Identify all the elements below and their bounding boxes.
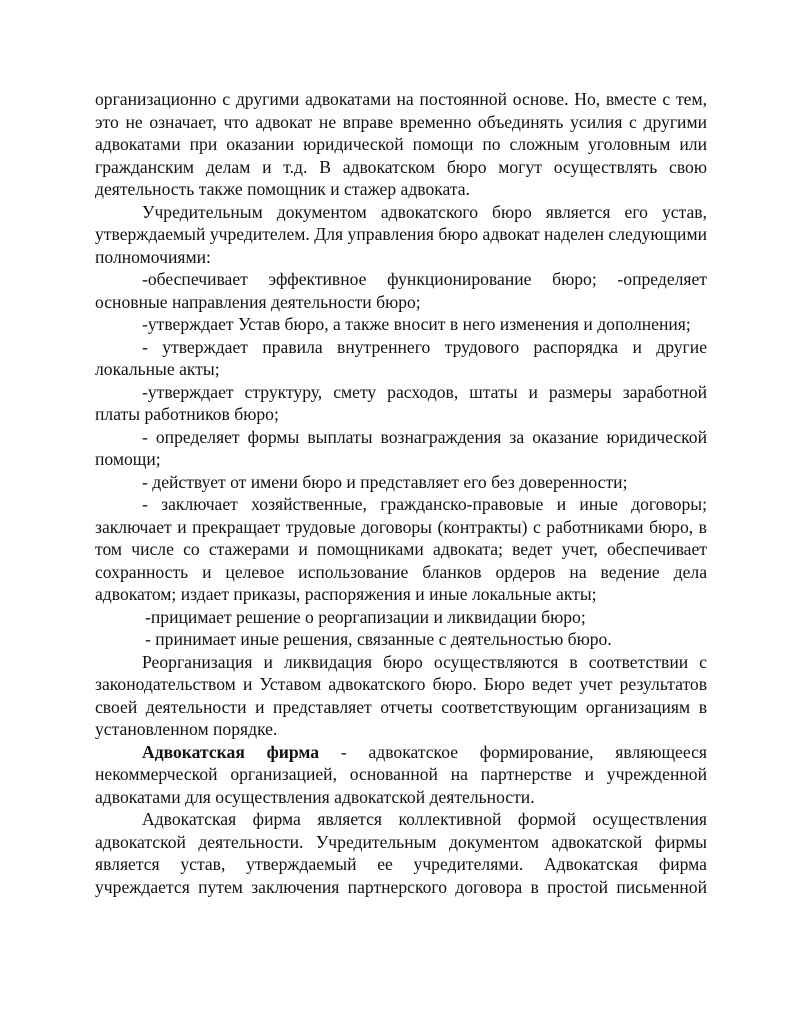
bold-term: Адвокатская фирма (142, 741, 320, 762)
paragraph-8: - действует от имени бюро и представляет его без доверенности; (142, 471, 628, 492)
paragraph-7: - определяет формы выплаты вознаграждения за оказание юридической помощи; (95, 426, 707, 469)
paragraph-13-text: - адвокатское формирование, являющееся некоммерческой организацией, основанной на партнерстве и учрежденной адвокатами для осуществления адвокатской деятельности. (95, 741, 707, 807)
paragraph-3: -обеспечивает эффективное функционирование бюро; -определяет основные направления деятельности бюро; (95, 269, 707, 312)
paragraph-5: - утверждает правила внутреннего трудового распорядка и другие локальные акты; (95, 336, 707, 379)
paragraph-6: -утверждает структуру, смету расходов, штаты и размеры заработной платы работников бюро; (95, 381, 707, 424)
document-page (95, 88, 707, 898)
paragraph-4: -утверждает Устав бюро, а также вносит в него изменения и дополнения; (142, 314, 691, 334)
paragraph-2: Учредительным документом адвокатского бюро является его устав, утверждаемый учредителем. Для управления бюро адвокат наделен следующими полномочиями: (95, 201, 707, 267)
paragraph-10: -прицимает решение о реоргапизации и ликвидации бюро; (145, 606, 586, 627)
paragraph-14: Адвокатская фирма является коллективной формой осуществления адвокатской деятельности. Учредительным документом адвокатской фирмы является устав, утверждаемый ее учредителями. Адвокатская фирма учреждается путем заключения партнерского договора в простой письменной (95, 809, 707, 897)
paragraph-11: - принимает иные решения, связанные с деятельностью бюро. (145, 629, 612, 649)
paragraph-12: Реорганизация и ликвидация бюро осуществляются в соответствии с законодательством и Уставом адвокатского бюро. Бюро ведет учет результатов своей деятельности и представляет отчеты соответствующим организациям в установленном порядке. (95, 651, 707, 739)
paragraph-9: - заключает хозяйственные, гражданско-правовые и иные договоры; заключает и прекращает трудовые договоры (контракты) с работниками бюро, в том числе со стажерами и помощниками адвоката; ведет учет, обеспечивает сохранность и целевое использование бланков ордеров на ведение дела адвокатом; издает приказы, распоряжения и иные локальные акты; (95, 494, 707, 604)
paragraph-13 (95, 741, 707, 809)
paragraph-1: организационно с другими адвокатами на постоянной основе. Но, вместе с тем, это не означает, что адвокат не вправе временно объединять усилия с другими адвокатами при оказании юридической помощи по сложным уголовным или гражданским делам и т.д. В адвокатском бюро могут осуществлять свою деятельность также помощник и стажер адвоката. (95, 89, 707, 199)
